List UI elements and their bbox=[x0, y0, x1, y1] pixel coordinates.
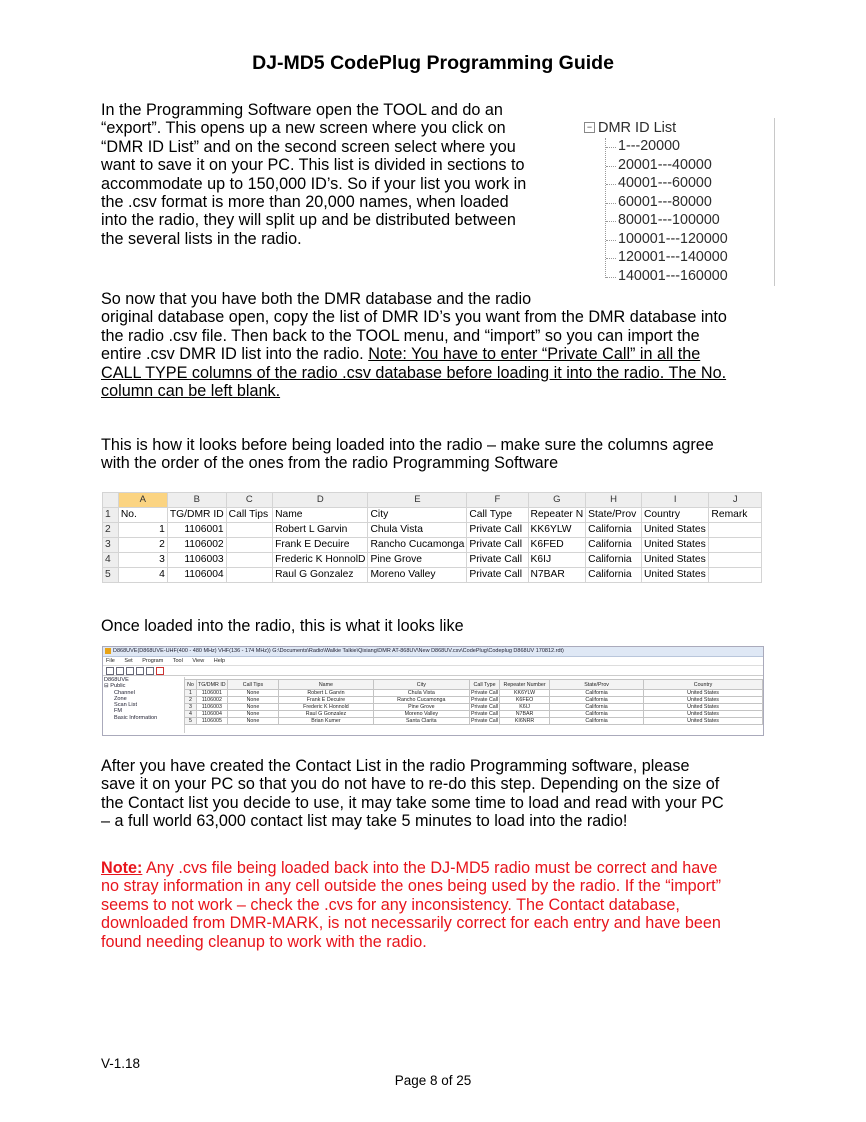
cell[interactable]: United States bbox=[641, 568, 708, 583]
text-line: want to save it on your PC. This list is divided in sections to bbox=[101, 156, 525, 175]
row-number[interactable]: 2 bbox=[103, 523, 119, 538]
cell[interactable]: Pine Grove bbox=[368, 553, 467, 568]
grid-cell[interactable]: Raul G Gonzalez bbox=[279, 711, 373, 718]
text-line: So now that you have both the DMR database and the radio bbox=[101, 290, 532, 308]
tree-item[interactable]: 40001---60000 bbox=[606, 175, 712, 191]
cell[interactable]: United States bbox=[641, 553, 708, 568]
cell[interactable]: California bbox=[586, 568, 642, 583]
collapse-icon[interactable]: − bbox=[584, 122, 595, 133]
programming-software-window bbox=[102, 646, 764, 736]
text-line: found needing cleanup to work with the radio. bbox=[101, 932, 427, 951]
grid-row[interactable] bbox=[185, 711, 763, 718]
grid-cell[interactable]: California bbox=[550, 690, 644, 697]
tree-root-dmr-id-list[interactable]: DMR ID List bbox=[598, 120, 677, 136]
text-line bbox=[101, 859, 791, 877]
text-line: the Contact list you decide to use, it may take some time to load and read with your PC bbox=[101, 793, 724, 812]
toolbar bbox=[103, 666, 763, 676]
read-radio-icon[interactable] bbox=[136, 667, 144, 675]
cell[interactable] bbox=[226, 568, 272, 583]
text-line: seems to not work – check the .cvs for any inconsistency. The Contact database, bbox=[101, 895, 680, 914]
column-header[interactable]: B bbox=[167, 493, 226, 508]
grid-cell[interactable]: United States bbox=[644, 711, 763, 718]
grid-cell[interactable]: Brian Kumer bbox=[279, 718, 373, 725]
cell[interactable] bbox=[226, 538, 272, 553]
sidebar-item[interactable]: D868UVE bbox=[104, 677, 129, 683]
column-header[interactable]: D bbox=[273, 493, 368, 508]
note-label: Note: bbox=[101, 859, 143, 877]
grid-cell[interactable]: Frederic K Honnold bbox=[279, 704, 373, 711]
cell[interactable]: 1106003 bbox=[167, 553, 226, 568]
grid-cell[interactable]: KK6YLW bbox=[500, 690, 550, 697]
cell[interactable]: 1106001 bbox=[167, 523, 226, 538]
intro-paragraph bbox=[101, 101, 561, 248]
open-folder-icon[interactable] bbox=[116, 667, 124, 675]
grid-cell[interactable]: Rancho Cucamonga bbox=[373, 697, 469, 704]
cell[interactable]: 2 bbox=[118, 538, 167, 553]
grid-cell[interactable]: Santa Clarita bbox=[373, 718, 469, 725]
text-line: downloaded from DMR-MARK, is not necessarily correct for each entry and have been bbox=[101, 914, 721, 933]
row-number[interactable]: 1 bbox=[103, 508, 119, 523]
grid-header[interactable]: City bbox=[373, 680, 469, 690]
grid-header[interactable]: Repeater Number bbox=[500, 680, 550, 690]
sidebar-item[interactable]: FM bbox=[114, 708, 123, 715]
sidebar-item[interactable]: Channel bbox=[114, 689, 135, 696]
grid-cell[interactable]: 2 bbox=[185, 697, 197, 704]
grid-cell[interactable]: California bbox=[550, 704, 644, 711]
grid-cell[interactable]: United States bbox=[644, 697, 763, 704]
grid-header[interactable]: State/Prov bbox=[550, 680, 644, 690]
warning-note bbox=[101, 859, 791, 951]
grid-cell[interactable]: None bbox=[227, 704, 279, 711]
text-span: Any .cvs file being loaded back into the DJ-MD5 radio must be correct and have bbox=[142, 859, 718, 877]
text-line: into the radio, they will split up and be distributed between bbox=[101, 211, 516, 230]
cell[interactable]: Rancho Cucamonga bbox=[368, 538, 467, 553]
cell[interactable]: N7BAR bbox=[528, 568, 586, 583]
text-line: the .csv format is more than 20,000 names, when loaded bbox=[101, 193, 509, 212]
sidebar-item[interactable]: Scan List bbox=[114, 702, 138, 709]
copy-import-paragraph bbox=[101, 290, 781, 400]
cell[interactable]: United States bbox=[641, 523, 708, 538]
grid-cell[interactable]: KI6NRR bbox=[500, 718, 550, 725]
cell[interactable]: Private Call bbox=[467, 523, 528, 538]
row-number[interactable]: 3 bbox=[103, 538, 119, 553]
contact-grid bbox=[184, 679, 763, 725]
column-header[interactable]: A bbox=[118, 493, 167, 508]
tree-item[interactable]: 60001---80000 bbox=[606, 194, 712, 210]
grid-cell[interactable]: Private Call bbox=[471, 697, 499, 703]
cell[interactable]: TG/DMR ID bbox=[167, 508, 226, 523]
grid-cell[interactable]: None bbox=[227, 718, 279, 725]
text-line: original database open, copy the list of DMR ID’s you want from the DMR database into bbox=[101, 308, 727, 327]
write-radio-icon[interactable] bbox=[146, 667, 154, 675]
sidebar-item[interactable]: Zone bbox=[114, 695, 127, 702]
grid-header[interactable]: Name bbox=[279, 680, 373, 690]
grid-row[interactable] bbox=[185, 704, 763, 711]
grid-cell[interactable]: California bbox=[550, 718, 644, 725]
row-number[interactable]: 4 bbox=[103, 553, 119, 568]
text-line: This is how it looks before being loaded into the radio – make sure the columns agree bbox=[101, 436, 714, 454]
grid-header[interactable]: Country bbox=[644, 680, 763, 690]
corner-cell[interactable] bbox=[103, 493, 119, 508]
grid-cell[interactable]: California bbox=[550, 711, 644, 718]
grid-cell[interactable]: 1106005 bbox=[196, 718, 227, 725]
grid-header[interactable]: No bbox=[185, 680, 197, 690]
new-file-icon[interactable] bbox=[106, 667, 114, 675]
cell[interactable]: 1106002 bbox=[167, 538, 226, 553]
underlined-note: Note: You have to enter “Private Call” in all the bbox=[368, 345, 701, 364]
cell[interactable]: Chula Vista bbox=[368, 523, 467, 538]
grid-cell[interactable]: Private Call bbox=[471, 711, 499, 717]
text-line: the several lists in the radio. bbox=[101, 229, 302, 248]
cell[interactable]: K6FED bbox=[528, 538, 586, 553]
row-number[interactable]: 5 bbox=[103, 568, 119, 583]
menu-view[interactable]: View bbox=[192, 658, 205, 664]
cell[interactable]: Moreno Valley bbox=[368, 568, 467, 583]
grid-cell[interactable]: None bbox=[227, 711, 279, 718]
cell[interactable]: Private Call bbox=[467, 553, 528, 568]
tree-item[interactable]: 120001---140000 bbox=[606, 249, 728, 265]
text-line: with the order of the ones from the radio Programming Software bbox=[101, 454, 559, 473]
cell[interactable]: Call Tips bbox=[226, 508, 272, 523]
menu-bar bbox=[103, 657, 763, 666]
cell[interactable] bbox=[226, 553, 272, 568]
grid-header-row bbox=[185, 680, 763, 690]
grid-cell[interactable]: United States bbox=[644, 718, 763, 725]
text-line: accommodate up to 150,000 ID’s. So if your list you work in bbox=[101, 174, 527, 193]
grid-header[interactable]: TG/DMR ID bbox=[197, 681, 226, 688]
sidebar-item[interactable]: Basic Information bbox=[114, 714, 158, 721]
grid-cell[interactable]: 1106004 bbox=[196, 711, 227, 718]
grid-cell[interactable]: Pine Grove bbox=[373, 704, 469, 711]
cell[interactable]: K6IJ bbox=[528, 553, 586, 568]
tree-item[interactable]: 20001---40000 bbox=[606, 157, 712, 173]
table-row bbox=[103, 538, 762, 553]
cell[interactable]: Raul G Gonzalez bbox=[273, 568, 368, 583]
cell[interactable] bbox=[709, 523, 762, 538]
column-header[interactable]: H bbox=[586, 493, 642, 508]
grid-cell[interactable]: California bbox=[550, 697, 644, 704]
underlined-note: CALL TYPE columns of the radio .csv database before loading it into the radio. The No. bbox=[101, 363, 727, 382]
cell[interactable]: 1106004 bbox=[167, 568, 226, 583]
grid-header[interactable]: Call Tips bbox=[227, 680, 279, 690]
cell[interactable]: No. bbox=[118, 508, 167, 523]
text-line: “export”. This opens up a new screen where you click on bbox=[101, 119, 506, 138]
grid-cell[interactable]: 1106002 bbox=[196, 697, 227, 704]
tree-item[interactable]: 1---20000 bbox=[606, 138, 680, 154]
column-letter-row bbox=[103, 493, 762, 508]
window-title: D868UVE(D868UVE-UHF(400 - 480 MHz) VHF(136 - 174 MHz)) G:\Documents\Radio\Walkie Talkie\Qixiang\DMR AT-868UV\New D868UV.csv\CodePlug\Codeplug D868UV 170812.rdt) bbox=[113, 648, 564, 654]
cell[interactable]: Robert L Garvin bbox=[273, 523, 368, 538]
cell[interactable]: City bbox=[368, 508, 467, 523]
grid-cell[interactable]: None bbox=[227, 690, 279, 697]
grid-cell[interactable]: 4 bbox=[185, 711, 197, 718]
grid-cell[interactable]: Frank E Decuire bbox=[279, 697, 373, 704]
tree-item[interactable]: 100001---120000 bbox=[606, 231, 728, 247]
cell[interactable]: California bbox=[586, 523, 642, 538]
menu-tool[interactable]: Tool bbox=[172, 658, 183, 664]
text-line: no stray information in any cell outside the ones being used by the radio. If the “import” bbox=[101, 877, 721, 896]
cell[interactable]: State/Prov bbox=[586, 508, 642, 523]
app-icon bbox=[105, 648, 111, 654]
text-line: In the Programming Software open the TOOL and do an bbox=[101, 101, 503, 119]
grid-cell[interactable]: 1 bbox=[185, 690, 197, 697]
cell[interactable] bbox=[709, 553, 762, 568]
grid-row[interactable] bbox=[185, 718, 763, 725]
cell[interactable]: Call Type bbox=[467, 508, 528, 523]
grid-cell[interactable]: 1106001 bbox=[196, 690, 227, 697]
cell[interactable] bbox=[709, 568, 762, 583]
cell[interactable]: 3 bbox=[118, 553, 167, 568]
cell[interactable]: KK6YLW bbox=[528, 523, 586, 538]
grid-cell[interactable]: K6FEO bbox=[500, 697, 550, 704]
grid-cell[interactable]: K6IJ bbox=[500, 704, 550, 711]
cell[interactable]: Frank E Decuire bbox=[273, 538, 368, 553]
page-number: Page 8 of 25 bbox=[394, 1073, 472, 1088]
menu-file[interactable]: File bbox=[106, 658, 115, 664]
table-row bbox=[103, 523, 762, 538]
sidebar-tree bbox=[104, 677, 185, 733]
text-line: “DMR ID List” and on the second screen select where you bbox=[101, 137, 516, 156]
window-titlebar bbox=[103, 647, 763, 657]
grid-cell[interactable]: Private Call bbox=[471, 704, 499, 710]
text-line: save it on your PC so that you do not have to re-do this step. Depending on the size of bbox=[101, 775, 720, 794]
underlined-note: column can be left blank. bbox=[101, 382, 281, 401]
save-icon[interactable] bbox=[126, 667, 134, 675]
tree-item[interactable]: 140001---160000 bbox=[606, 268, 728, 284]
grid-cell[interactable]: Private Call bbox=[471, 718, 499, 724]
dmr-id-list-tree bbox=[568, 118, 775, 286]
column-header[interactable]: F bbox=[467, 493, 528, 508]
grid-cell[interactable]: United States bbox=[644, 704, 763, 711]
table-row bbox=[103, 568, 762, 583]
before-loading-paragraph bbox=[101, 436, 781, 473]
tree-item[interactable]: 80001---100000 bbox=[606, 212, 720, 228]
text-line: – a full world 63,000 contact list may take 5 minutes to load into the radio! bbox=[101, 812, 628, 831]
text-line bbox=[101, 345, 781, 363]
loaded-paragraph bbox=[101, 617, 781, 635]
column-header[interactable]: C bbox=[226, 493, 272, 508]
text-span: entire .csv DMR ID list into the radio. bbox=[101, 345, 369, 364]
cell[interactable]: Repeater N bbox=[528, 508, 586, 523]
column-header[interactable]: G bbox=[528, 493, 586, 508]
cell[interactable] bbox=[226, 523, 272, 538]
cell[interactable]: Country bbox=[641, 508, 708, 523]
grid-cell[interactable]: 1106003 bbox=[196, 704, 227, 711]
help-icon[interactable] bbox=[156, 667, 164, 675]
text-line: After you have created the Contact List in the radio Programming software, please bbox=[101, 757, 690, 775]
column-header[interactable]: E bbox=[368, 493, 467, 508]
grid-cell[interactable]: Moreno Valley bbox=[373, 711, 469, 718]
cell[interactable]: Name bbox=[273, 508, 368, 523]
grid-cell[interactable]: None bbox=[227, 697, 279, 704]
grid-cell[interactable]: 5 bbox=[185, 718, 197, 725]
column-header[interactable]: J bbox=[709, 493, 762, 508]
cell[interactable]: 4 bbox=[118, 568, 167, 583]
menu-help[interactable]: Help bbox=[213, 658, 226, 664]
cell[interactable]: Private Call bbox=[467, 568, 528, 583]
sidebar-item[interactable]: ⊟ Public bbox=[104, 683, 126, 690]
cell[interactable]: United States bbox=[641, 538, 708, 553]
column-header[interactable]: I bbox=[641, 493, 708, 508]
grid-cell[interactable]: Private Call bbox=[471, 690, 499, 696]
grid-row[interactable] bbox=[185, 697, 763, 704]
table-row bbox=[103, 553, 762, 568]
cell[interactable]: Remark bbox=[709, 508, 762, 523]
text-line: the radio .csv file. Then back to the TOOL menu, and “import” so you can import the bbox=[101, 326, 700, 345]
cell[interactable]: 1 bbox=[118, 523, 167, 538]
text-line: Once loaded into the radio, this is what it looks like bbox=[101, 617, 464, 635]
table-row bbox=[103, 508, 762, 523]
menu-program[interactable]: Program bbox=[142, 658, 164, 664]
cell[interactable]: California bbox=[586, 538, 642, 553]
menu-set[interactable]: Set bbox=[124, 658, 133, 664]
grid-cell[interactable]: N7BAR bbox=[500, 711, 550, 718]
grid-header[interactable]: Call Type bbox=[470, 680, 500, 690]
cell[interactable]: Frederic K HonnolD bbox=[273, 553, 368, 568]
grid-cell[interactable]: 3 bbox=[185, 704, 197, 711]
grid-cell[interactable]: Robert L Garvin bbox=[279, 690, 373, 697]
grid-cell[interactable]: Chula Vista bbox=[373, 690, 469, 697]
version-label: V-1.18 bbox=[101, 1056, 141, 1071]
grid-cell[interactable]: United States bbox=[644, 690, 763, 697]
cell[interactable]: Private Call bbox=[467, 538, 528, 553]
contact-list-paragraph bbox=[101, 757, 781, 831]
grid-row[interactable] bbox=[185, 690, 763, 697]
page-title: DJ-MD5 CodePlug Programming Guide bbox=[252, 52, 614, 74]
cell[interactable] bbox=[709, 538, 762, 553]
csv-spreadsheet bbox=[102, 492, 762, 587]
cell[interactable]: California bbox=[586, 553, 642, 568]
